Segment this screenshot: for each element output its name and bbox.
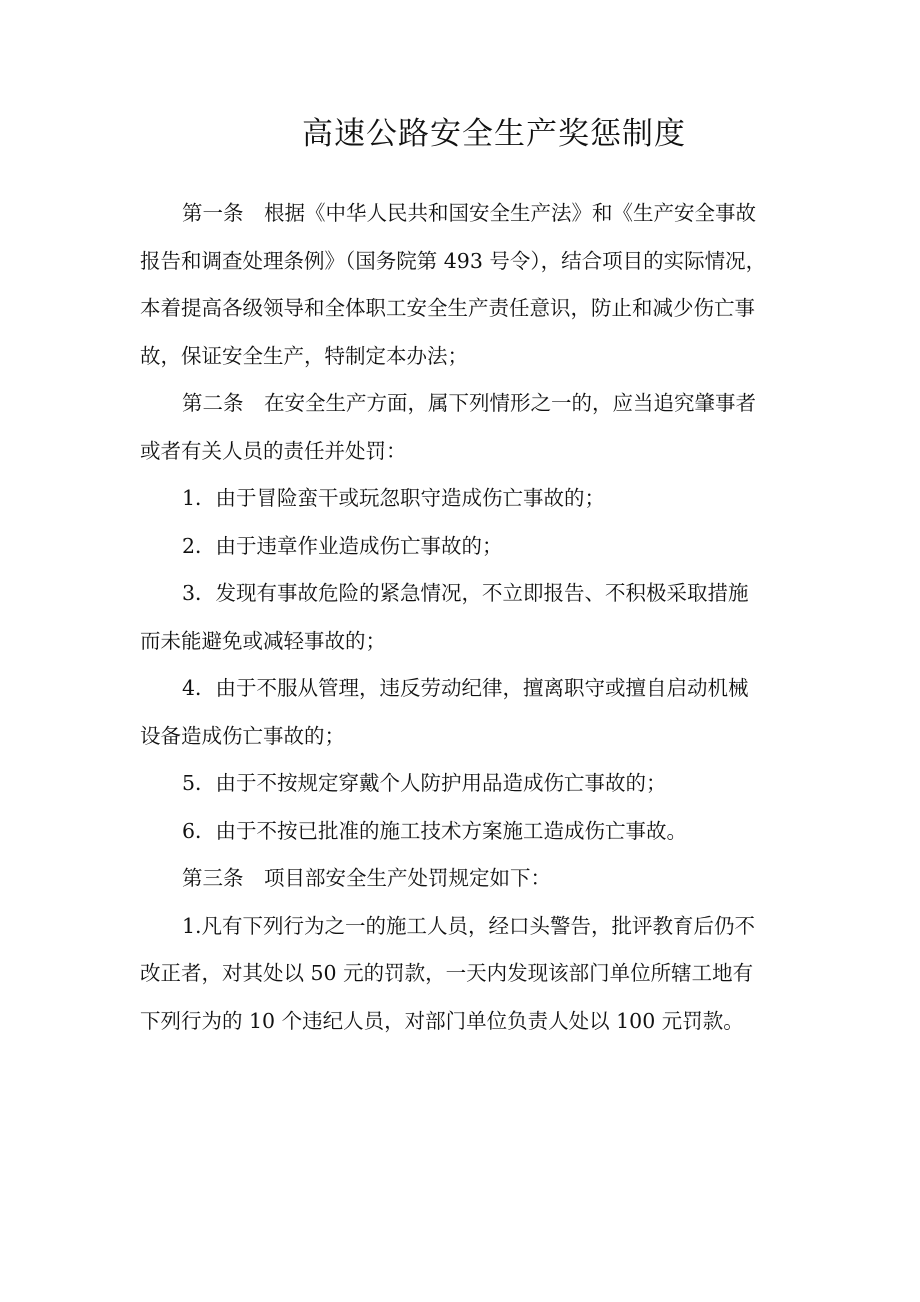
paragraph-line: 本着提高各级领导和全体职工安全生产责任意识，防止和减少伤亡事: [140, 296, 755, 320]
document-title: 高速公路安全生产奖惩制度: [302, 116, 686, 152]
list-item: 3．发现有事故危险的紧急情况，不立即报告、不积极采取措施: [182, 581, 749, 605]
list-item: 1.凡有下列行为之一的施工人员，经口头警告，批评教育后仍不: [182, 913, 756, 938]
list-item: 5．由于不按规定穿戴个人防护用品造成伤亡事故的；: [182, 771, 667, 795]
paragraph-line: 改正者，对其处以 50 元的罚款，一天内发现该部门单位所辖工地有: [140, 961, 754, 985]
paragraph-line: 报告和调查处理条例》（国务院第 493 号令），结合项目的实际情况，: [140, 248, 767, 273]
document-body: [140, 190, 800, 1045]
list-item: 6．由于不按已批准的施工技术方案施工造成伤亡事故。: [182, 818, 688, 843]
paragraph-line: 而未能避免或减轻事故的；: [140, 628, 386, 653]
paragraph-line: 下列行为的 10 个违纪人员，对部门单位负责人处以 100 元罚款。: [140, 1008, 744, 1033]
paragraph-line: 或者有关人员的责任并处罚：: [140, 438, 407, 463]
paragraph-line: 第二条 在安全生产方面，属下列情形之一的，应当追究肇事者: [182, 391, 756, 415]
list-item: 4．由于不服从管理，违反劳动纪律，擅离职守或擅自启动机械: [182, 676, 749, 700]
list-item: 1．由于冒险蛮干或玩忽职守造成伤亡事故的；: [182, 486, 606, 510]
paragraph-line: 设备造成伤亡事故的；: [140, 723, 345, 748]
paragraph-line: 第三条 项目部安全生产处罚规定如下：: [182, 866, 551, 890]
list-item: 2．由于违章作业造成伤亡事故的；: [182, 533, 503, 558]
paragraph-line: 故，保证安全生产，特制定本办法；: [140, 343, 468, 368]
paragraph-line: 第一条 根据《中华人民共和国安全生产法》和《生产安全事故: [182, 201, 756, 225]
